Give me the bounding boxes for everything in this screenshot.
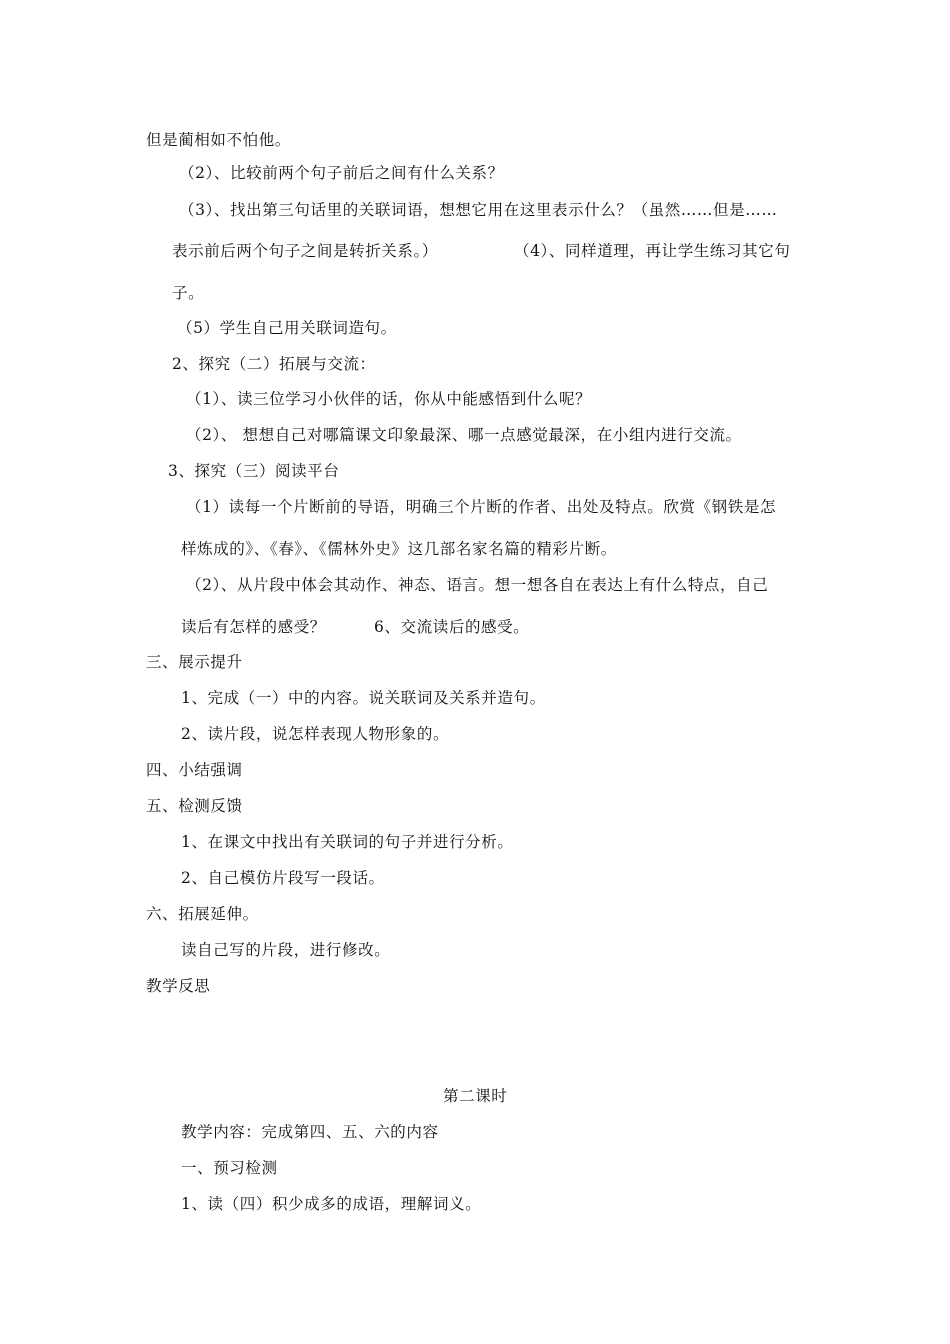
text-line: 子。	[172, 284, 205, 302]
section-heading: 五、检测反馈	[146, 797, 243, 815]
text-line: （3）、找出第三句话里的关联词语，想想它用在这里表示什么？（虽然……但是……	[179, 201, 778, 219]
text-line: 教学内容：完成第四、五、六的内容	[181, 1123, 439, 1141]
section-heading: 3、探究（三）阅读平台	[168, 462, 340, 480]
section-heading: 一、预习检测	[181, 1159, 278, 1177]
section-heading: 三、展示提升	[146, 653, 243, 671]
text-line: 1、在课文中找出有关联词的句子并进行分析。	[181, 833, 514, 851]
text-line: 样炼成的》、《春》、《儒林外史》这几部名家名篇的精彩片断。	[181, 540, 617, 558]
text-line: 2、自己模仿片段写一段话。	[181, 869, 385, 887]
text-line: 2、读片段，说怎样表现人物形象的。	[181, 725, 450, 743]
text-line: 1、读（四）积少成多的成语，理解词义。	[181, 1195, 482, 1213]
section-heading: 六、拓展延伸。	[146, 905, 259, 923]
text-line: （2）、比较前两个句子前后之间有什么关系？	[179, 164, 504, 182]
text-line: 读自己写的片段，进行修改。	[181, 941, 391, 959]
text-line: 但是蔺相如不怕他。	[146, 131, 291, 149]
text-line: 6、交流读后的感受。	[374, 618, 530, 636]
text-line: （2）、 想想自己对哪篇课文印象最深、哪一点感觉最深，在小组内进行交流。	[186, 426, 742, 444]
text-line: （5）学生自己用关联词造句。	[177, 319, 397, 337]
text-line: 1、完成（一）中的内容。说关联词及关系并造句。	[181, 689, 546, 707]
page-subtitle: 第二课时	[443, 1087, 508, 1105]
text-line: （1）、读三位学习小伙伴的话，你从中能感悟到什么呢？	[186, 390, 592, 408]
text-line: （1）读每一个片断前的导语，明确三个片断的作者、出处及特点。欣赏《钢铁是怎	[186, 498, 777, 516]
text-line: （2）、从片段中体会其动作、神态、语言。想一想各自在表达上有什么特点，自己	[186, 576, 769, 594]
section-heading: 四、小结强调	[146, 761, 243, 779]
section-heading: 2、探究（二）拓展与交流：	[172, 355, 376, 373]
text-line: 读后有怎样的感受？	[181, 618, 326, 636]
section-heading: 教学反思	[146, 977, 211, 995]
text-line: （4）、同样道理，再让学生练习其它句	[514, 242, 791, 260]
text-line: 表示前后两个句子之间是转折关系。）	[172, 242, 438, 260]
